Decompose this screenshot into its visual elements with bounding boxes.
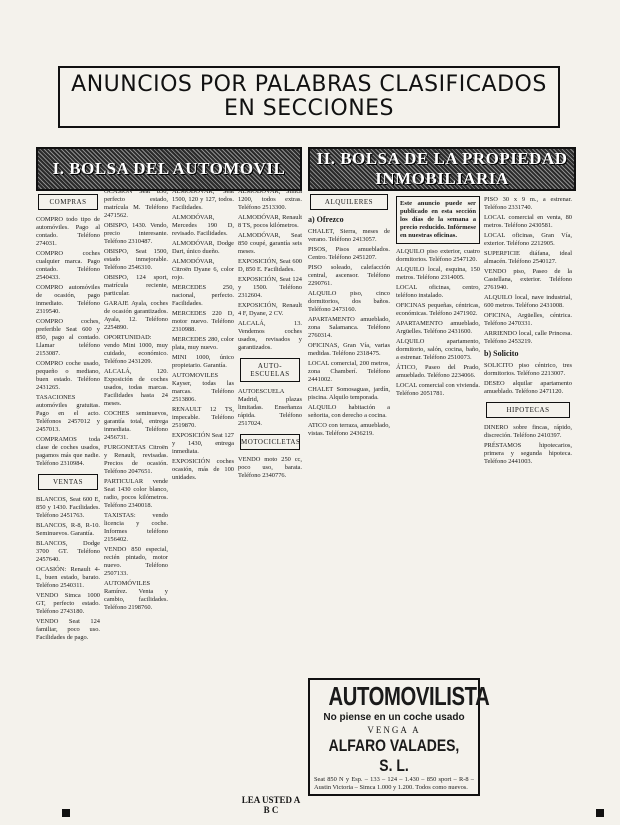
section-header-propiedad — [308, 147, 576, 191]
classified-ad: VENDO 850 especial, recién pintado, motor nuevo. Teléfono 2507133. — [104, 546, 168, 577]
classified-ad: FURGONETAS Citroën y Renault, revisadas. Precios de ocasión. Teléfono 2047651. — [104, 444, 168, 475]
classified-ad: MERCEDES 220 D, motor nuevo. Teléfono 2310988. — [172, 310, 234, 333]
classified-ad: ALQUILO local, nave industrial, 600 metros. Teléfono 2431008. — [484, 294, 572, 309]
classified-ad: ALMODÓVAR, Dodge Dart, único dueño. — [172, 240, 234, 255]
classified-ad: AUTOESCUELA Madrid, plazas limitadas. Enseñanza rápida. Teléfono 2517024. — [238, 388, 302, 427]
classified-ad: COMPRO coche usado, pequeño o mediano, buen estado. Teléfono 2431265. — [36, 360, 100, 391]
notice-box: Este anuncio puede ser publicado en esta sección los días de la semana a precio reducido. Infórmese en nuestras oficinas. — [396, 196, 480, 244]
classified-ad: COMPRO automóviles de ocasión, pago inmediato. Teléfono 2319540. — [36, 284, 100, 315]
classified-ad: MINI 1000, único propietario. Garantía. — [172, 354, 234, 369]
column-4 — [238, 188, 302, 793]
classified-ad: BLANCOS, R-8, R-10. Seminuevos. Garantía. — [36, 522, 100, 537]
classified-ad: ATICO con terraza, amueblado, vistas. Teléfono 2436219. — [308, 422, 390, 437]
classified-ad: DESEO alquilar apartamento amueblado. Teléfono 2471120. — [484, 380, 572, 395]
classified-ad: PARTICULAR vende Seat 1430 color blanco, radio, pocos kilómetros. Teléfono 2340018. — [104, 478, 168, 509]
classified-ad: ALQUILO local, esquina, 150 metros. Teléfono 2314005. — [396, 266, 480, 281]
section-title-propiedad-line2: INMOBILIARIA — [375, 169, 509, 188]
classified-ad: OPORTUNIDAD: vendo Mini 1000, muy cuidado, económico. Teléfono 2431209. — [104, 334, 168, 365]
classified-ad: AUTOMOVILES Kayser, todas las marcas. Teléfono 2513806. — [172, 372, 234, 403]
column-6 — [396, 196, 480, 673]
classified-ad: COMPRO coches, preferible Seat 600 y 850, pago al contado. Llamar teléfono 2153087. — [36, 318, 100, 357]
classified-ad: LOCAL comercial, 200 metros, zona Chamberí. Teléfono 2441002. — [308, 360, 390, 383]
classified-ad: VENDO piso, Paseo de la Castellana, exterior. Teléfono 2761940. — [484, 268, 572, 291]
classified-ad: ÁTICO, Paseo del Prado, amueblado. Teléfono 2234066. — [396, 364, 480, 379]
classified-ad: OCASIÓN Seat 850, perfecto estado, matrícula M. Teléfono 2471562. — [104, 188, 168, 219]
classified-ad: VENDO Seat 124 familiar, poco uso. Facilidades de pago. — [36, 618, 100, 641]
classified-ad: EXPOSICIÓN, Seat 124 y 1500. Teléfono 2312604. — [238, 276, 302, 299]
classified-ad: ARRIENDO local, calle Princesa. Teléfono 2453219. — [484, 330, 572, 345]
column-1 — [36, 188, 100, 811]
section-title-propiedad-line1: II. BOLSA DE LA PROPIEDAD — [316, 149, 568, 168]
classified-ad: PRÉSTAMOS hipotecarios, primera y segunda hipoteca. Teléfono 2441003. — [484, 442, 572, 465]
ad-company-name: ALFARO VALADES, S. L. — [328, 736, 460, 775]
category-head-hipotecas: HIPOTECAS — [486, 402, 570, 418]
classified-ad: ALQUILO piso, cinco dormitorios, dos baños. Teléfono 2473160. — [308, 290, 390, 313]
category-head-ventas: VENTAS — [38, 474, 98, 490]
classified-ad: TAXISTAS: vendo licencia y coche. Informes teléfono 2156402. — [104, 512, 168, 543]
classified-ad: APARTAMENTO amueblado, Argüelles. Teléfono 2431600. — [396, 320, 480, 335]
classified-ad: ALMODÓVAR, Simca 1200, todos extras. Teléfono 2513300. — [238, 188, 302, 211]
classified-ad: LOCAL comercial con vivienda. Teléfono 2051781. — [396, 382, 480, 397]
classified-ad: ALCALÁ, 13. Vendemos coches usados, revisados y garantizados. — [238, 320, 302, 351]
classified-ad: OBISPO, 124 sport, matrícula reciente, particular. — [104, 274, 168, 297]
print-mark-left — [62, 809, 70, 817]
banner-title: ANUNCIOS POR PALABRAS CLASIFICADOS — [71, 72, 547, 97]
ad-model-list: Seat 850 N y Esp. – 133 – 124 – 1.430 – 850 sport – R-8 – Austin Victoria – Simca 1.000 y 1.200. Todos como nuevos. — [314, 776, 474, 791]
classified-ad: OFICINAS pequeñas, céntricas, económicas. Teléfono 2471902. — [396, 302, 480, 317]
classified-ad: COMPRO todo tipo de automóviles. Pago al contado. Teléfono 274031. — [36, 216, 100, 247]
column-3 — [172, 188, 234, 811]
classified-ad: ALMODÓVAR, Mercedes 190 D, revisado. Facilidades. — [172, 214, 234, 237]
ad-venga: VENGA A — [367, 725, 421, 735]
classified-ad: OFICINA, Argüelles, céntrica. Teléfono 2470331. — [484, 312, 572, 327]
classified-ad: VENDO Simca 1000 GT, perfecto estado. Teléfono 2743180. — [36, 592, 100, 615]
classified-ad: CHALET Somosaguas, jardín, piscina. Alquilo temporada. — [308, 386, 390, 401]
classified-ad: ALQUILO apartamento, dormitorio, salón, cocina, baño, a estrenar. Teléfono 2510073. — [396, 338, 480, 361]
classified-ad: ALQUILO habitación a señorita, con derecho a cocina. — [308, 404, 390, 419]
classified-ad: CHALET, Sierra, meses de verano. Teléfono 2413057. — [308, 228, 390, 243]
classified-ad: LOCAL oficinas, Gran Vía, exterior. Teléfono 2212905. — [484, 232, 572, 247]
classified-ad: COMPRO coches cualquier marca. Pago contado. Teléfono 2540433. — [36, 250, 100, 281]
classified-ad: EXPOSICIÓN, Renault 4 F, Dyane, 2 CV. — [238, 302, 302, 317]
classified-ad: RENAULT 12 TS, impecable. Teléfono 2519870. — [172, 406, 234, 429]
category-head-alquileres: ALQUILERES — [310, 194, 388, 210]
classified-ad: LOCAL comercial en venta, 80 metros. Teléfono 2430581. — [484, 214, 572, 229]
classified-ad: PISO soleado, calefacción central, ascensor. Teléfono 2290761. — [308, 264, 390, 287]
column-2 — [104, 188, 168, 811]
classified-ad: SOLICITO piso céntrico, tres dormitorios. Teléfono 2213007. — [484, 362, 572, 377]
classified-ad: VENDO moto 250 cc, poco uso, barata. Teléfono 2340776. — [238, 456, 302, 479]
classifieds-banner — [58, 66, 560, 128]
subhead-solicito: b) Solicito — [484, 349, 519, 358]
section-header-automovil — [36, 147, 302, 191]
classified-ad: OBISPO, Seat 1500, estado inmejorable. Teléfono 2546310. — [104, 248, 168, 271]
classified-ad: OBISPO, 1430. Vendo, precio interesante. Teléfono 2310487. — [104, 222, 168, 245]
classified-ad: LOCAL oficinas, centro, teléfono instalado. — [396, 284, 480, 299]
ad-subtitle: No piense en un coche usado — [323, 712, 465, 723]
classified-ad: EXPOSICIÓN, Seat 600 D, 850 E. Facilidades. — [238, 258, 302, 273]
classified-ad: COCHES seminuevos, garantía total, entrega inmediata. Teléfono 2456731. — [104, 410, 168, 441]
category-head-compras: COMPRAS — [38, 194, 98, 210]
classified-ad: SUPERFICIE diáfana, ideal almacén. Teléfono 2540127. — [484, 250, 572, 265]
classified-ad: GARAJE Ayala, coches de ocasión garantizados. Ayala, 12. Teléfono 2254890. — [104, 300, 168, 331]
classified-ad: COMPRAMOS toda clase de coches usados, pagamos más que nadie. Teléfono 2310984. — [36, 436, 100, 467]
classified-ad: OCASIÓN: Renault 4-L, buen estado, barato. Teléfono 2540311. — [36, 566, 100, 589]
category-head-autoescuelas: AUTO-ESCUELAS — [240, 358, 300, 382]
subhead-ofrezco: a) Ofrezco — [308, 215, 344, 224]
section-title-automovil: I. BOLSA DEL AUTOMOVIL — [52, 159, 286, 178]
classified-ad: EXPOSICIÓN coches ocasión, más de 100 unidades. — [172, 458, 234, 481]
classified-ad: BLANCOS, Dodge 3700 GT. Teléfono 2457640. — [36, 540, 100, 563]
classified-ad: TASACIONES automóviles gratuitas. Pago en el acto. Teléfonos 2457012 y 2457013. — [36, 394, 100, 433]
category-head-motocicletas: MOTOCICLETAS — [240, 434, 300, 450]
classified-ad: MERCEDES 280, color plata, muy nuevo. — [172, 336, 234, 351]
lea-abc-tagline: LEA USTED A B C — [241, 795, 301, 815]
classified-ad: EXPOSICIÓN Seat 127 y 1430, entrega inmediata. — [172, 432, 234, 455]
column-5 — [308, 188, 390, 673]
column-7 — [484, 196, 572, 811]
classified-ad: MERCEDES 250, nacional, perfecto. Facilidades. — [172, 284, 234, 307]
classified-ad: PISOS, Pisos amueblados. Centro. Teléfono 2451207. — [308, 246, 390, 261]
classified-ad: ALMODÓVAR, Renault 8 TS, pocos kilómetros. — [238, 214, 302, 229]
classified-ad: BLANCOS, Seat 600 E, 850 y 1430. Facilidades. Teléfono 2451763. — [36, 496, 100, 519]
classified-ad: DINERO sobre fincas, rápido, discreción. Teléfono 2410397. — [484, 424, 572, 439]
classified-ad: APARTAMENTO amueblado, zona Salamanca. Teléfono 2760314. — [308, 316, 390, 339]
print-mark-right — [596, 809, 604, 817]
classified-ad: AUTOMÓVILES Ramírez. Venta y cambio, facilidades. Teléfono 2198760. — [104, 580, 168, 611]
classified-ad: PISO 30 x 9 m., a estrenar. Teléfono 2331740. — [484, 196, 572, 211]
classified-ad: ALMODÓVAR, Citroën Dyane 6, color rojo. — [172, 258, 234, 281]
ad-headline: AUTOMOVILISTA — [328, 681, 490, 711]
classified-ad: OFICINAS, Gran Vía, varias medidas. Teléfono 2318475. — [308, 342, 390, 357]
alfaro-valades-ad — [308, 678, 490, 796]
classified-ad: ALCALÁ, 120. Exposición de coches usados, todas marcas. Facilidades hasta 24 meses. — [104, 368, 168, 407]
classified-ad: ALQUILO piso exterior, cuatro dormitorios. Teléfono 2547120. — [396, 248, 480, 263]
banner-subtitle: EN SECCIONES — [223, 96, 395, 121]
classified-ad: ALMODÓVAR, Seat 1500, 120 y 127, todos. Facilidades. — [172, 188, 234, 211]
classified-ad: ALMODÓVAR, Seat 850 coupé, garantía seis meses. — [238, 232, 302, 255]
